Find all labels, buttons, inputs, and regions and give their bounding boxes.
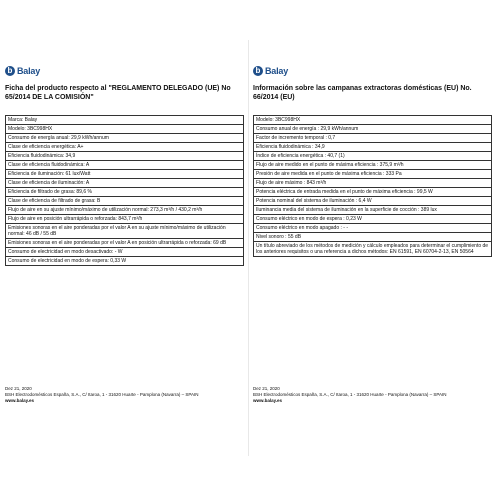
table-row <box>6 215 244 224</box>
table-cell: Índice de eficiencia energética : 40,7 (1) <box>254 152 492 161</box>
table-cell: Eficiencia fluidodinámica : 34,9 <box>254 143 492 152</box>
table-cell: Consumo anual de energía : 29,9 kWh/annum <box>254 125 492 134</box>
footer-website-link[interactable]: www.balay.es <box>5 398 35 403</box>
table-cell: Clase de eficiencia de filtrado de grasa: B <box>6 197 244 206</box>
table-cell: Marca: Balay <box>6 116 244 125</box>
table-row <box>254 233 492 242</box>
table-row <box>6 188 244 197</box>
table-cell: Consumo eléctrico en modo de espera : 0,23 W <box>254 215 492 224</box>
table-row <box>254 152 492 161</box>
table-cell: Iluminancia media del sistema de iluminación en la superficie de cocción : 389 lux <box>254 206 492 215</box>
table-cell: Emisiones sonoras en el aire ponderadas por el valor A en posición ultrarrápida o reforzada: 69 dB <box>6 239 244 248</box>
table-cell: Modelo: 3BC998HX <box>6 125 244 134</box>
table-cell: Presión de aire medida en el punto de máxima eficiencia : 333 Pa <box>254 170 492 179</box>
table-row <box>254 206 492 215</box>
range-hood-info-page <box>248 0 496 496</box>
spec-table <box>253 115 492 257</box>
page-footer <box>5 386 244 404</box>
table-row <box>6 206 244 215</box>
table-row <box>6 125 244 134</box>
table-row <box>254 188 492 197</box>
table-row <box>254 215 492 224</box>
table-row <box>254 143 492 152</box>
table-cell: Flujo de aire máximo : 843 m³/h <box>254 179 492 188</box>
logo-text: Balay <box>17 66 41 76</box>
table-cell: Consumo de energía anual: 29,9 kWh/annum <box>6 134 244 143</box>
table-cell: Un título abreviado de los métodos de medición y cálculo empleados para determinar el cumplimiento de los anteriores requisitos o una referencia a dichos métodos: EN 61591, EN 60704-2-13, EN 50564 <box>254 242 492 257</box>
table-row <box>254 134 492 143</box>
table-row <box>254 125 492 134</box>
table-cell: Flujo de aire medido en el punto de máxima eficiencia : 375,9 m³/h <box>254 161 492 170</box>
table-row <box>6 161 244 170</box>
logo-mark-icon: b <box>5 66 15 76</box>
table-row <box>254 242 492 257</box>
table-cell: Consumo de electricidad en modo desactivado: - W <box>6 248 244 257</box>
table-cell: Flujo de aire en posición ultrarrápida o reforzada: 843,7 m³/h <box>6 215 244 224</box>
table-row <box>6 116 244 125</box>
table-cell: Potencia eléctrica de entrada medida en el punto de máxima eficiencia : 99,5 W <box>254 188 492 197</box>
footer-date: Dez 21, 2020 <box>5 386 32 391</box>
table-cell: Eficiencia de filtrado de grasa: 89,6 % <box>6 188 244 197</box>
footer-date: Dez 21, 2020 <box>253 386 280 391</box>
table-cell: Eficiencia fluidodinámica: 34,9 <box>6 152 244 161</box>
table-cell: Modelo: 3BC998HX <box>254 116 492 125</box>
table-row <box>254 161 492 170</box>
brand-logo <box>5 66 40 76</box>
table-row <box>6 134 244 143</box>
table-cell: Emisiones sonoras en el aire ponderadas por el valor A en su ajuste mínimo/máximo de utilización normal: 46 dB / 55 dB <box>6 224 244 239</box>
table-row <box>6 143 244 152</box>
table-cell: Consumo de electricidad en modo de espera: 0,33 W <box>6 257 244 266</box>
footer-website-link[interactable]: www.balay.es <box>253 398 283 403</box>
table-row <box>254 170 492 179</box>
table-cell: Eficiencia de iluminación: 61 lux/Watt <box>6 170 244 179</box>
table-row <box>6 257 244 266</box>
table-row <box>6 197 244 206</box>
table-row <box>6 179 244 188</box>
table-row <box>6 239 244 248</box>
page-footer <box>253 386 492 404</box>
footer-address: BSH Electrodomésticos España, S.A., C/ Itaroa, 1 - 31620 Huarte - Pamplona (Navarra) – SPAIN <box>253 392 447 397</box>
table-row <box>6 224 244 239</box>
table-cell: Potencia nominal del sistema de iluminación : 6,4 W <box>254 197 492 206</box>
brand-logo <box>253 66 288 76</box>
footer-address: BSH Electrodomésticos España, S.A., C/ Itaroa, 1 - 31620 Huarte - Pamplona (Navarra) – SPAIN <box>5 392 199 397</box>
table-cell: Factor de incremento temporal : 0,7 <box>254 134 492 143</box>
page-title: Información sobre las campanas extractoras domésticas (EU) No. 66/2014 (EU) <box>253 85 472 101</box>
table-row <box>254 179 492 188</box>
spec-table <box>5 115 244 266</box>
table-row <box>254 116 492 125</box>
table-cell: Flujo de aire en su ajuste mínimo/máximo de utilización normal: 273,3 m³/h / 430,2 m³/h <box>6 206 244 215</box>
logo-mark-icon: b <box>253 66 263 76</box>
table-cell: Clase de eficiencia fluidodinámica: A <box>6 161 244 170</box>
table-row <box>254 197 492 206</box>
table-cell: Consumo eléctrico en modo apagado : - - <box>254 224 492 233</box>
table-cell: Clase de eficiencia de iluminación: A <box>6 179 244 188</box>
table-cell: Nivel sonoro : 55 dB <box>254 233 492 242</box>
table-row <box>6 152 244 161</box>
page-title: Ficha del producto respecto al "REGLAMENTO DELEGADO (UE) No 65/2014 DE LA COMISIÓN" <box>5 85 231 101</box>
table-row <box>6 170 244 179</box>
logo-text: Balay <box>265 66 289 76</box>
table-row <box>6 248 244 257</box>
table-cell: Clase de eficiencia energética: A+ <box>6 143 244 152</box>
table-row <box>254 224 492 233</box>
